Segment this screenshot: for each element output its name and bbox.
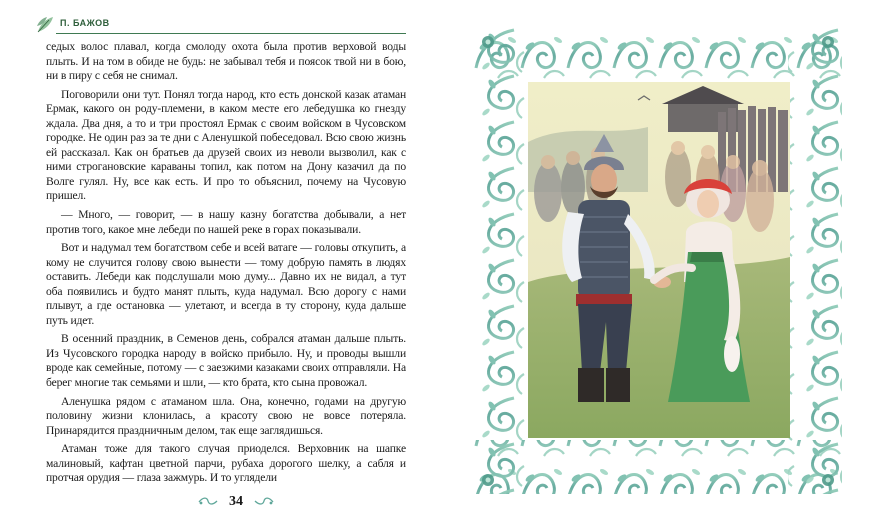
paragraph: Атаман тоже для такого случая приоделся. Верховник на шапке малиновый, кафтан цветной парчи, рубаха дорогого шелку, а сабля и протчая орудия — глаза зажмурь. И то углядели [46, 442, 406, 485]
page-number: 34 [229, 494, 243, 509]
paragraph: — Много, — говорит, — в нашу казну богатства добывали, а нет против того, какое мне лебеди по нашей реке в горах показывали. [46, 208, 406, 236]
paragraph: Поговорили они тут. Понял тогда народ, кто есть донской казак атаман Ермак, какого он роду-племени, в каком месте его лебедушка ко гнезду ждала. Два дня, а то и три простоял Ермак с своим войском в Чусовском городке. Не один раз за те дни с Аленушкой побеседовал. Всю свою жизнь ей рассказал. Как он братьев да друзей своих из неволи вызволил, как с ними строгановские караваны топил, как потом на Дону казачил да по Волге гулял. Ну, все как есть. И про то объяснил, почему на Чусовую пришел. [46, 87, 406, 203]
paragraph: Аленушка рядом с атаманом шла. Она, конечно, годами на другую половину жизни клонилась, а красоту свою не вовсе потеряла. Принарядится праздничным делом, так еще заглядишься. [46, 394, 406, 437]
story-illustration [528, 82, 790, 438]
body-text [46, 40, 406, 490]
paragraph: В осенний праздник, в Семенов день, собрался атаман дальше плыть. Из Чусовского городка народу в войско прибыло. Ну, и проводы вышли вроде как семейные, потому — с заезжими казаками своих отправляли. На берег многие так семьями и шли, — кто брата, кто сына провожал. [46, 332, 406, 390]
page-number-block [196, 492, 276, 512]
header-rule [56, 33, 406, 34]
author-name: П. БАЖОВ [60, 18, 110, 28]
paragraph: Вот и надумал тем богатством себе и всей ватаге — головы откупить, а кому не случится голову свою вынести — тому добрую память в людях оставить. Лебеди как подслушали мою думу... Давно их не видал, а тут оба появились и будто манят плыть, куда надумал. Всю дорогу с нами плывут, а где остановка — улетают, и всегда в ту сторону, куда дальше путь идет. [46, 241, 406, 327]
right-swirl-icon [254, 497, 274, 507]
left-swirl-icon [198, 497, 218, 507]
running-header [34, 14, 406, 36]
paragraph: седых волос плавал, когда смолоду охота была против верховой воды плыть. И на том в обиде не будь: не забывал тебя и поясок твой ни в бою, ни в пиру с себя не снимал. [46, 40, 406, 83]
leaf-ornament-icon [34, 14, 56, 36]
